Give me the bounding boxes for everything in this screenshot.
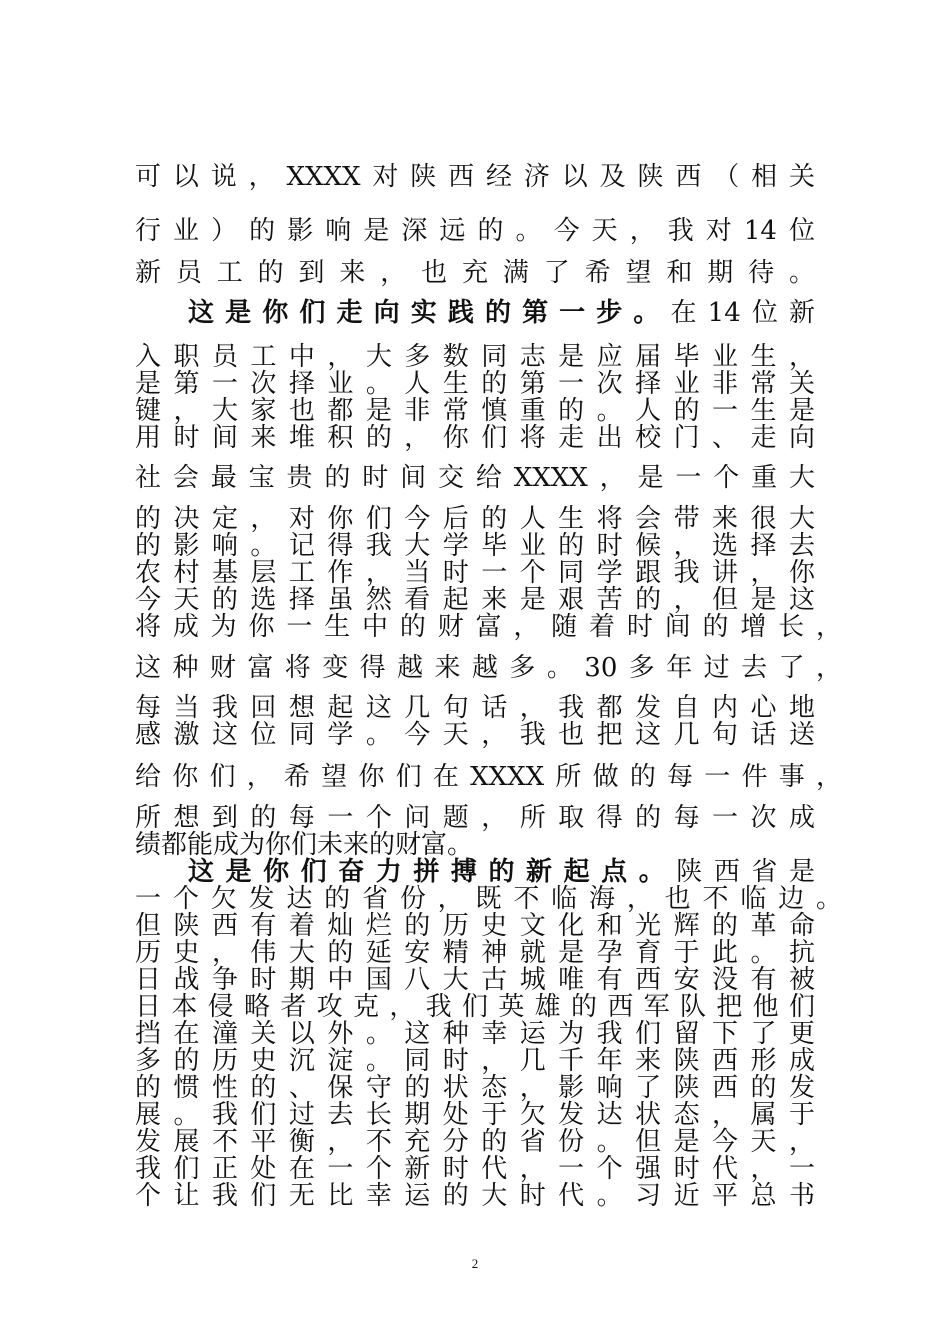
body-text-line: 行业）的影响是深远的。今天，我对14位 [135, 216, 815, 246]
body-text-line: 绩都能成为你们未来的财富。 [135, 830, 474, 860]
body-text-line: 将成为你一生中的财富，随着时间的增长， [135, 612, 842, 642]
section-heading: 这是你们走向实践的第一步。 [188, 298, 671, 328]
body-text-line: 用时间来堆积的，你们将走出校门、走向 [135, 423, 815, 453]
page-number: 2 [471, 1256, 479, 1271]
body-text: 陕西省是 [676, 857, 815, 887]
body-text-line: 的惯性的、保守的状态，影响了陕西的发 [135, 1073, 815, 1103]
body-text-line: 的决定，对你们今后的人生将会带来很大 [135, 504, 815, 534]
body-text-line: 可以说，XXXX对陕西经济以及陕西（相关 [135, 162, 815, 192]
body-text-line: 每当我回想起这几句话，我都发自内心地 [135, 693, 815, 723]
body-text-line: 但陕西有着灿烂的历史文化和光辉的革命 [135, 911, 815, 941]
body-text-line: 社会最宝贵的时间交给XXXX，是一个重大 [135, 463, 815, 493]
body-text-line: 今天的选择虽然看起来是艰苦的，但是这 [135, 585, 815, 615]
body-text-line: 发展不平衡，不充分的省份。但是今天， [135, 1127, 815, 1157]
body-text-line: 多的历史沉淀。同时，几千年来陕西形成 [135, 1046, 815, 1076]
body-text-line: 挡在潼关以外。这种幸运为我们留下了更 [135, 1019, 815, 1049]
body-text-line: 入职员工中，大多数同志是应届毕业生， [135, 342, 815, 372]
body-text: 在14位新 [670, 298, 815, 328]
body-text-line: 农村基层工作，当时一个同学跟我讲，你 [135, 558, 815, 588]
body-text-line: 展。我们过去长期处于欠发达状态，属于 [135, 1100, 815, 1130]
body-text-line: 历史，伟大的延安精神就是孕育于此。抗 [135, 938, 815, 968]
body-text-line: 一个欠发达的省份，既不临海，也不临边。 [135, 884, 842, 914]
body-text-line: 这种财富将变得越来越多。30多年过去了， [135, 653, 842, 683]
body-text-line: 我们正处在一个新时代，一个强时代，一 [135, 1154, 815, 1184]
body-text-line: 键，大家也都是非常慎重的。人的一生是 [135, 396, 815, 426]
body-text-line: 个让我们无比幸运的大时代。习近平总书 [135, 1181, 815, 1211]
body-text-line: 日本侵略者攻克，我们英雄的西军队把他们 [135, 992, 815, 1022]
section-heading-line [188, 298, 815, 328]
body-text-line: 的影响。记得我大学毕业的时候，选择去 [135, 531, 815, 561]
body-text-line: 所想到的每一个问题，所取得的每一次成 [135, 803, 815, 833]
body-text-line: 给你们，希望你们在XXXX所做的每一件事， [135, 762, 842, 792]
section-heading: 这是你们奋力拼搏的新起点。 [188, 857, 677, 887]
body-text-line: 是第一次择业。人生的第一次择业非常关 [135, 369, 815, 399]
body-text-line: 感激这位同学。今天，我也把这几句话送 [135, 720, 815, 750]
body-text-line: 新员工的到来，也充满了希望和期待。 [135, 258, 815, 288]
body-text-line: 日战争时期中国八大古城唯有西安没有被 [135, 965, 815, 995]
section-heading-line [188, 857, 815, 887]
